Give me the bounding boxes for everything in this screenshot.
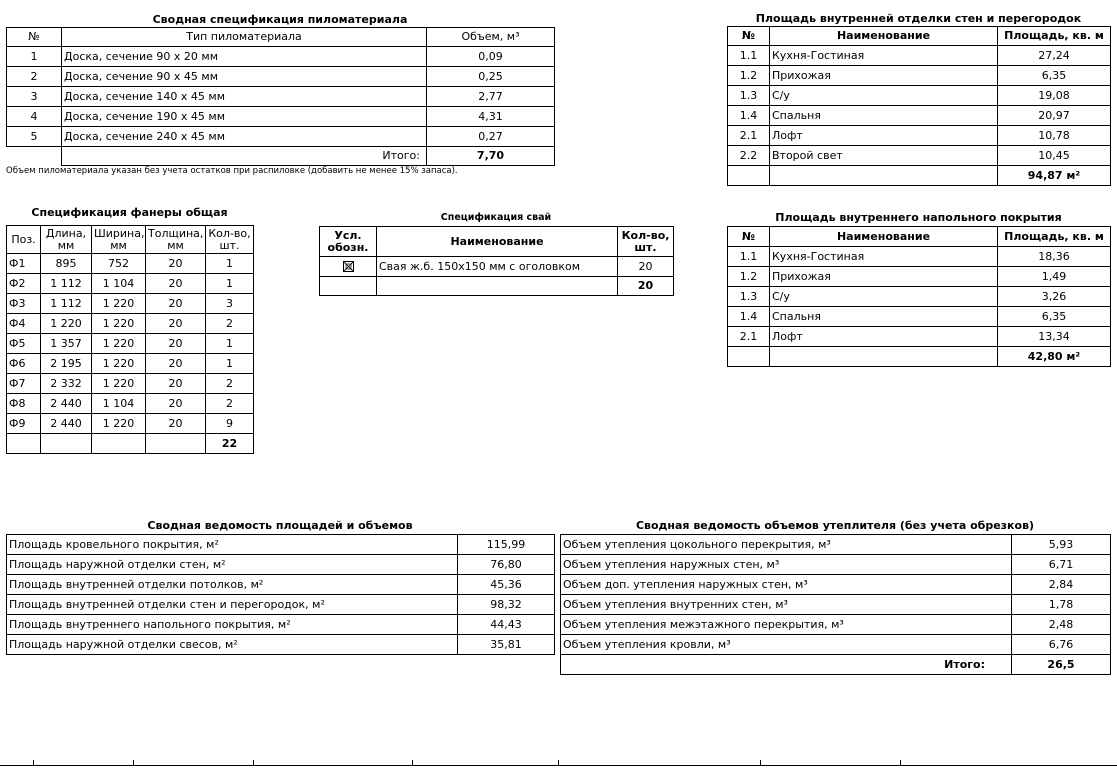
- piles-total: 20: [618, 277, 674, 296]
- plywood-thickness: 20: [146, 254, 206, 274]
- piles-symbol: [320, 257, 377, 277]
- table-row: [7, 314, 254, 334]
- floor-area: 1,49: [998, 267, 1111, 287]
- table-row: [7, 414, 254, 434]
- wall-num: 1.3: [728, 86, 770, 106]
- frame-tick: [33, 760, 34, 766]
- plywood-length: 2 440: [41, 394, 92, 414]
- lumber-type: Доска, сечение 90 х 20 мм: [62, 47, 427, 67]
- wall-area: 10,45: [998, 146, 1111, 166]
- plywood-wrap: [6, 225, 254, 454]
- plywood-pos: Ф7: [7, 374, 41, 394]
- plywood-pos: Ф9: [7, 414, 41, 434]
- table-row: [7, 555, 555, 575]
- plywood-pos: Ф8: [7, 394, 41, 414]
- table-row: [7, 615, 555, 635]
- table-row: [728, 267, 1111, 287]
- insulation-name: Объем утепления кровли, м³: [561, 635, 1012, 655]
- lumber-header-num: №: [7, 28, 62, 47]
- lumber-type: Доска, сечение 90 х 45 мм: [62, 67, 427, 87]
- wall-area: 20,97: [998, 106, 1111, 126]
- lumber-title: Сводная спецификация пиломатериала: [152, 13, 408, 26]
- floor-area-wrap: [727, 226, 1111, 367]
- lumber-num: 3: [7, 87, 62, 107]
- floor-num: 1.2: [728, 267, 770, 287]
- plywood-width: 1 104: [92, 274, 146, 294]
- floor-area: 6,35: [998, 307, 1111, 327]
- insulation-name: Объем утепления цокольного перекрытия, м³: [561, 535, 1012, 555]
- table-row: [7, 87, 555, 107]
- plywood-width: 1 220: [92, 374, 146, 394]
- insulation-total-row: [561, 655, 1111, 675]
- wall-total-row: [728, 166, 1111, 186]
- pile-symbol-icon: [343, 261, 354, 272]
- floor-area-table: [727, 226, 1111, 367]
- summary-name: Площадь наружной отделки свесов, м²: [7, 635, 458, 655]
- plywood-thickness: 20: [146, 354, 206, 374]
- plywood-width: 1 220: [92, 334, 146, 354]
- plywood-width: 1 220: [92, 314, 146, 334]
- plywood-qty: 1: [206, 334, 254, 354]
- table-row: [728, 146, 1111, 166]
- insulation-value: 6,71: [1012, 555, 1111, 575]
- summary-name: Площадь наружной отделки стен, м²: [7, 555, 458, 575]
- insulation-title: Сводная ведомость объемов утеплителя (без учета обрезков): [635, 519, 1035, 532]
- piles-wrap: [319, 226, 674, 296]
- piles-header-qty: Кол-во, шт.: [618, 227, 674, 257]
- plywood-width: 1 220: [92, 294, 146, 314]
- lumber-table: [6, 27, 555, 166]
- table-row: [7, 107, 555, 127]
- lumber-total-label: Итого:: [62, 147, 427, 166]
- plywood-table: [6, 225, 254, 454]
- floor-name: С/у: [770, 287, 998, 307]
- insulation-value: 2,48: [1012, 615, 1111, 635]
- table-row: [7, 254, 254, 274]
- table-row: [728, 287, 1111, 307]
- wall-num: 2.2: [728, 146, 770, 166]
- plywood-width: 1 220: [92, 414, 146, 434]
- lumber-num: 4: [7, 107, 62, 127]
- plywood-thickness: 20: [146, 334, 206, 354]
- plywood-pos: Ф6: [7, 354, 41, 374]
- summary-value: 76,80: [458, 555, 555, 575]
- floor-num: 2.1: [728, 327, 770, 347]
- lumber-table-wrap: [6, 27, 555, 166]
- floor-num: 1.3: [728, 287, 770, 307]
- lumber-num: 2: [7, 67, 62, 87]
- wall-name: С/у: [770, 86, 998, 106]
- floor-total-row: [728, 347, 1111, 367]
- summary-name: Площадь внутренней отделки потолков, м²: [7, 575, 458, 595]
- summary-value: 44,43: [458, 615, 555, 635]
- table-row: [7, 374, 254, 394]
- frame-tick: [412, 760, 413, 766]
- floor-header-num: №: [728, 227, 770, 247]
- wall-area-wrap: [727, 26, 1111, 186]
- lumber-total-value: 7,70: [427, 147, 555, 166]
- plywood-header-width: Ширина, мм: [92, 226, 146, 254]
- table-row: [7, 67, 555, 87]
- areas-summary-title: Сводная ведомость площадей и объемов: [147, 519, 413, 532]
- plywood-pos: Ф2: [7, 274, 41, 294]
- plywood-qty: 1: [206, 354, 254, 374]
- insulation-name: Объем утепления внутренних стен, м³: [561, 595, 1012, 615]
- floor-area: 3,26: [998, 287, 1111, 307]
- plywood-length: 1 112: [41, 274, 92, 294]
- plywood-total: 22: [206, 434, 254, 454]
- piles-header-name: Наименование: [377, 227, 618, 257]
- insulation-value: 1,78: [1012, 595, 1111, 615]
- lumber-note: Объем пиломатериала указан без учета остатков при распиловке (добавить не менее 15% запаса).: [6, 166, 458, 176]
- plywood-length: 1 220: [41, 314, 92, 334]
- table-row: [561, 595, 1111, 615]
- insulation-value: 5,93: [1012, 535, 1111, 555]
- wall-name: Спальня: [770, 106, 998, 126]
- wall-num: 1.1: [728, 46, 770, 66]
- table-row: [561, 575, 1111, 595]
- wall-area: 10,78: [998, 126, 1111, 146]
- frame-tick: [558, 760, 559, 766]
- frame-tick: [133, 760, 134, 766]
- table-row: [7, 294, 254, 314]
- frame-tick: [253, 760, 254, 766]
- plywood-length: 2 332: [41, 374, 92, 394]
- table-row: [7, 595, 555, 615]
- table-row: [7, 535, 555, 555]
- plywood-width: 1 220: [92, 354, 146, 374]
- insulation-name: Объем доп. утепления наружных стен, м³: [561, 575, 1012, 595]
- floor-name: Спальня: [770, 307, 998, 327]
- wall-name: Второй свет: [770, 146, 998, 166]
- plywood-thickness: 20: [146, 314, 206, 334]
- frame-tick: [900, 760, 901, 766]
- table-row: [728, 327, 1111, 347]
- wall-name: Кухня-Гостиная: [770, 46, 998, 66]
- lumber-volume: 0,27: [427, 127, 555, 147]
- plywood-length: 1 112: [41, 294, 92, 314]
- lumber-num: 1: [7, 47, 62, 67]
- plywood-header-thickness: Толщина, мм: [146, 226, 206, 254]
- insulation-name: Объем утепления наружных стен, м³: [561, 555, 1012, 575]
- plywood-qty: 2: [206, 314, 254, 334]
- plywood-pos: Ф4: [7, 314, 41, 334]
- plywood-length: 2 440: [41, 414, 92, 434]
- wall-area: 6,35: [998, 66, 1111, 86]
- plywood-pos: Ф1: [7, 254, 41, 274]
- table-row: [7, 47, 555, 67]
- frame-tick: [760, 760, 761, 766]
- lumber-header-volume: Объем, м³: [427, 28, 555, 47]
- lumber-volume: 2,77: [427, 87, 555, 107]
- floor-header-name: Наименование: [770, 227, 998, 247]
- table-row: [7, 575, 555, 595]
- floor-num: 1.4: [728, 307, 770, 327]
- lumber-volume: 0,25: [427, 67, 555, 87]
- table-row: [7, 334, 254, 354]
- summary-value: 98,32: [458, 595, 555, 615]
- plywood-thickness: 20: [146, 274, 206, 294]
- plywood-length: 1 357: [41, 334, 92, 354]
- table-row: [728, 86, 1111, 106]
- areas-summary-wrap: [6, 534, 555, 655]
- plywood-qty: 2: [206, 394, 254, 414]
- plywood-width: 752: [92, 254, 146, 274]
- wall-name: Прихожая: [770, 66, 998, 86]
- plywood-thickness: 20: [146, 394, 206, 414]
- lumber-volume: 0,09: [427, 47, 555, 67]
- plywood-qty: 9: [206, 414, 254, 434]
- plywood-header-pos: Поз.: [7, 226, 41, 254]
- summary-value: 35,81: [458, 635, 555, 655]
- piles-table: [319, 226, 674, 296]
- floor-area: 13,34: [998, 327, 1111, 347]
- wall-header-name: Наименование: [770, 27, 998, 46]
- table-row: [728, 247, 1111, 267]
- table-row: [561, 555, 1111, 575]
- table-row: [728, 66, 1111, 86]
- table-row: [561, 615, 1111, 635]
- floor-header-area: Площадь, кв. м: [998, 227, 1111, 247]
- plywood-length: 895: [41, 254, 92, 274]
- table-row: [320, 257, 674, 277]
- plywood-qty: 2: [206, 374, 254, 394]
- insulation-name: Объем утепления межэтажного перекрытия, м³: [561, 615, 1012, 635]
- plywood-title: Спецификация фанеры общая: [31, 206, 228, 219]
- floor-name: Лофт: [770, 327, 998, 347]
- wall-num: 1.2: [728, 66, 770, 86]
- table-row: [561, 635, 1111, 655]
- table-row: [561, 535, 1111, 555]
- insulation-value: 2,84: [1012, 575, 1111, 595]
- plywood-header-length: Длина, мм: [41, 226, 92, 254]
- table-row: [7, 354, 254, 374]
- wall-num: 2.1: [728, 126, 770, 146]
- insulation-total-label: Итого:: [561, 655, 1012, 675]
- plywood-pos: Ф5: [7, 334, 41, 354]
- plywood-qty: 1: [206, 274, 254, 294]
- table-row: [728, 46, 1111, 66]
- table-row: [7, 635, 555, 655]
- floor-num: 1.1: [728, 247, 770, 267]
- insulation-table: [560, 534, 1111, 675]
- wall-area: 27,24: [998, 46, 1111, 66]
- wall-header-num: №: [728, 27, 770, 46]
- summary-name: Площадь внутренней отделки стен и перегородок, м²: [7, 595, 458, 615]
- plywood-thickness: 20: [146, 294, 206, 314]
- floor-name: Прихожая: [770, 267, 998, 287]
- wall-area-table: [727, 26, 1111, 186]
- insulation-total-value: 26,5: [1012, 655, 1111, 675]
- table-row: [728, 126, 1111, 146]
- insulation-wrap: [560, 534, 1111, 675]
- piles-total-row: [320, 277, 674, 296]
- lumber-num: 5: [7, 127, 62, 147]
- insulation-value: 6,76: [1012, 635, 1111, 655]
- floor-name: Кухня-Гостиная: [770, 247, 998, 267]
- table-row: [7, 274, 254, 294]
- lumber-type: Доска, сечение 240 х 45 мм: [62, 127, 427, 147]
- summary-value: 45,36: [458, 575, 555, 595]
- wall-header-area: Площадь, кв. м: [998, 27, 1111, 46]
- piles-name: Свая ж.б. 150х150 мм с оголовком: [377, 257, 618, 277]
- wall-name: Лофт: [770, 126, 998, 146]
- lumber-volume: 4,31: [427, 107, 555, 127]
- plywood-qty: 1: [206, 254, 254, 274]
- plywood-thickness: 20: [146, 414, 206, 434]
- table-row: [728, 106, 1111, 126]
- floor-area: 18,36: [998, 247, 1111, 267]
- summary-name: Площадь внутреннего напольного покрытия, м²: [7, 615, 458, 635]
- table-row: [7, 394, 254, 414]
- floor-total: 42,80 м²: [998, 347, 1111, 367]
- piles-title: Спецификация свай: [440, 212, 552, 223]
- summary-value: 115,99: [458, 535, 555, 555]
- wall-num: 1.4: [728, 106, 770, 126]
- plywood-width: 1 104: [92, 394, 146, 414]
- plywood-thickness: 20: [146, 374, 206, 394]
- summary-name: Площадь кровельного покрытия, м²: [7, 535, 458, 555]
- table-row: [7, 127, 555, 147]
- lumber-type: Доска, сечение 190 х 45 мм: [62, 107, 427, 127]
- floor-area-title: Площадь внутреннего напольного покрытия: [775, 211, 1062, 224]
- lumber-type: Доска, сечение 140 х 45 мм: [62, 87, 427, 107]
- wall-area: 19,08: [998, 86, 1111, 106]
- plywood-header-qty: Кол-во, шт.: [206, 226, 254, 254]
- piles-header-symbol: Усл. обозн.: [320, 227, 377, 257]
- plywood-qty: 3: [206, 294, 254, 314]
- table-row: [728, 307, 1111, 327]
- plywood-length: 2 195: [41, 354, 92, 374]
- plywood-pos: Ф3: [7, 294, 41, 314]
- wall-total: 94,87 м²: [998, 166, 1111, 186]
- areas-summary-table: [6, 534, 555, 655]
- plywood-total-row: [7, 434, 254, 454]
- wall-area-title: Площадь внутренней отделки стен и перегородок: [755, 12, 1082, 25]
- lumber-header-type: Тип пиломатериала: [62, 28, 427, 47]
- lumber-total-row: [7, 147, 555, 166]
- piles-qty: 20: [618, 257, 674, 277]
